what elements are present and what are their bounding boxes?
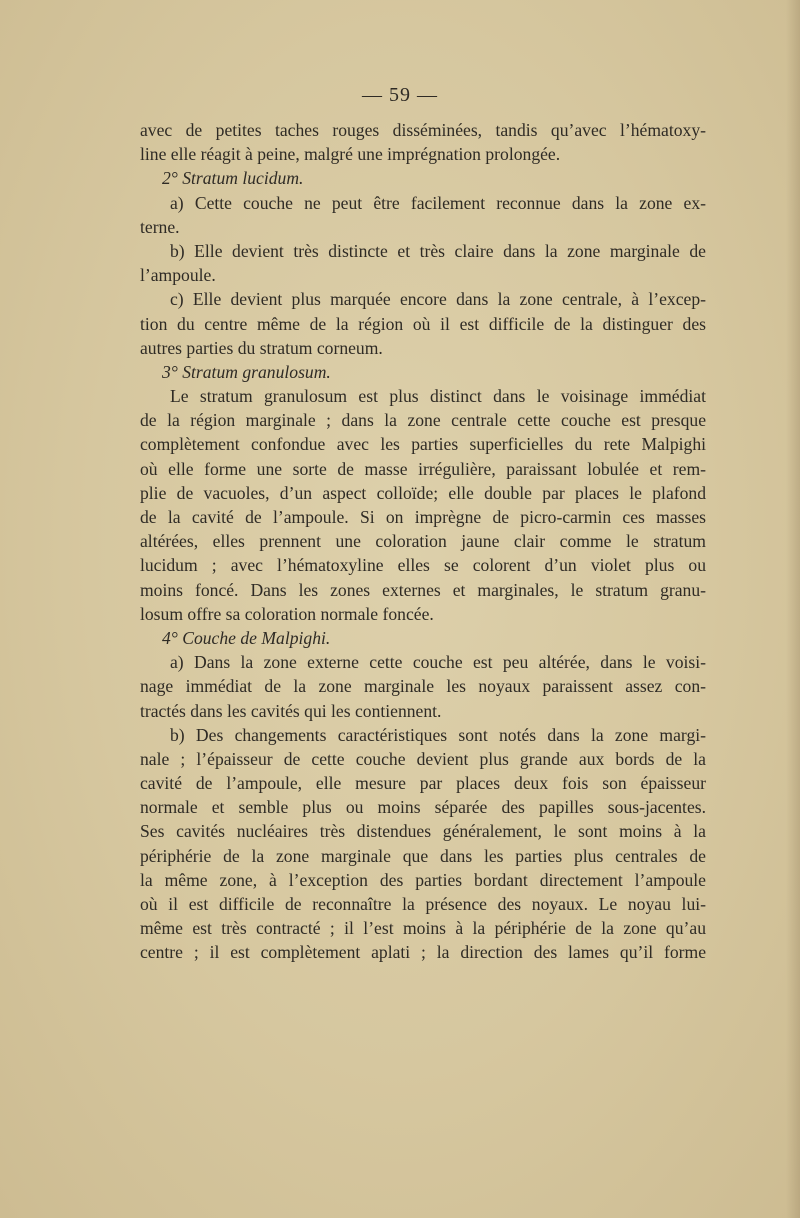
text-line: même est très contracté ; il l’est moins à la périphérie de la zone qu’au bbox=[140, 918, 706, 939]
text-line: plie de vacuoles, d’un aspect colloïde; elle double par places le plafond bbox=[140, 482, 706, 503]
body-text bbox=[140, 118, 706, 965]
text-line: nale ; l’épaisseur de cette couche devient plus grande aux bords de la bbox=[140, 748, 706, 769]
text-line: normale et semble plus ou moins séparée des papilles sous-jacentes. bbox=[140, 797, 706, 818]
text-line: 2° Stratum lucidum. bbox=[162, 168, 304, 189]
text-line: autres parties du stratum corneum. bbox=[140, 337, 383, 358]
text-line: Le stratum granulosum est plus distinct dans le voisinage immédiat bbox=[170, 386, 706, 407]
text-line: b) Elle devient très distincte et très claire dans la zone marginale de bbox=[170, 240, 706, 261]
text-line: terne. bbox=[140, 216, 180, 237]
text-line: b) Des changements caractéristiques sont notés dans la zone margi- bbox=[170, 724, 706, 745]
text-line: périphérie de la zone marginale que dans les parties plus centrales de bbox=[140, 845, 706, 866]
text-line: avec de petites taches rouges disséminées, tandis qu’avec l’hématoxy- bbox=[140, 120, 706, 140]
text-line: tractés dans les cavités qui les contiennent. bbox=[140, 700, 442, 721]
text-line: l’ampoule. bbox=[140, 265, 216, 286]
text-line: de la cavité de l’ampoule. Si on imprègne de picro-carmin ces masses bbox=[140, 507, 706, 527]
text-line: line elle réagit à peine, malgré une imprégnation prolongée. bbox=[140, 144, 561, 165]
text-line: 4° Couche de Malpighi. bbox=[162, 627, 331, 648]
text-line: lucidum ; avec l’hématoxyline elles se colorent d’un violet plus ou bbox=[140, 555, 706, 576]
text-line: nage immédiat de la zone marginale les noyaux paraissent assez con- bbox=[140, 676, 706, 697]
text-line: Ses cavités nucléaires très distendues généralement, le sont moins à la bbox=[140, 821, 706, 842]
text-line: la même zone, à l’exception des parties bordant directement l’ampoule bbox=[140, 869, 706, 890]
text-line: de la région marginale ; dans la zone centrale cette couche est presque bbox=[140, 410, 706, 431]
text-line: moins foncé. Dans les zones externes et marginales, le stratum granu- bbox=[140, 579, 706, 600]
text-line: a) Cette couche ne peut être facilement reconnue dans la zone ex- bbox=[170, 192, 706, 213]
text-line: altérées, elles prennent une coloration jaune clair comme le stratum bbox=[140, 531, 706, 552]
text-line: c) Elle devient plus marquée encore dans la zone centrale, à l’excep- bbox=[170, 289, 706, 310]
text-line: 3° Stratum granulosum. bbox=[162, 361, 331, 382]
page-edge-shadow bbox=[786, 0, 800, 1218]
page-number: — 59 — bbox=[362, 84, 438, 106]
text-line: complètement confondue avec les parties superficielles du rete Malpighi bbox=[140, 434, 706, 455]
text-line: losum offre sa coloration normale foncée. bbox=[140, 603, 434, 624]
text-line: centre ; il est complètement aplati ; la direction des lames qu’il forme bbox=[140, 942, 706, 963]
text-line: où il est difficile de reconnaître la présence des noyaux. Le noyau lui- bbox=[140, 894, 706, 914]
text-line: a) Dans la zone externe cette couche est peu altérée, dans le voisi- bbox=[170, 652, 706, 673]
text-line: cavité de l’ampoule, elle mesure par places deux fois son épaisseur bbox=[140, 773, 706, 794]
text-line: où elle forme une sorte de masse irrégulière, paraissant lobulée et rem- bbox=[140, 458, 706, 479]
text-line: tion du centre même de la région où il est difficile de la distinguer des bbox=[140, 313, 706, 334]
